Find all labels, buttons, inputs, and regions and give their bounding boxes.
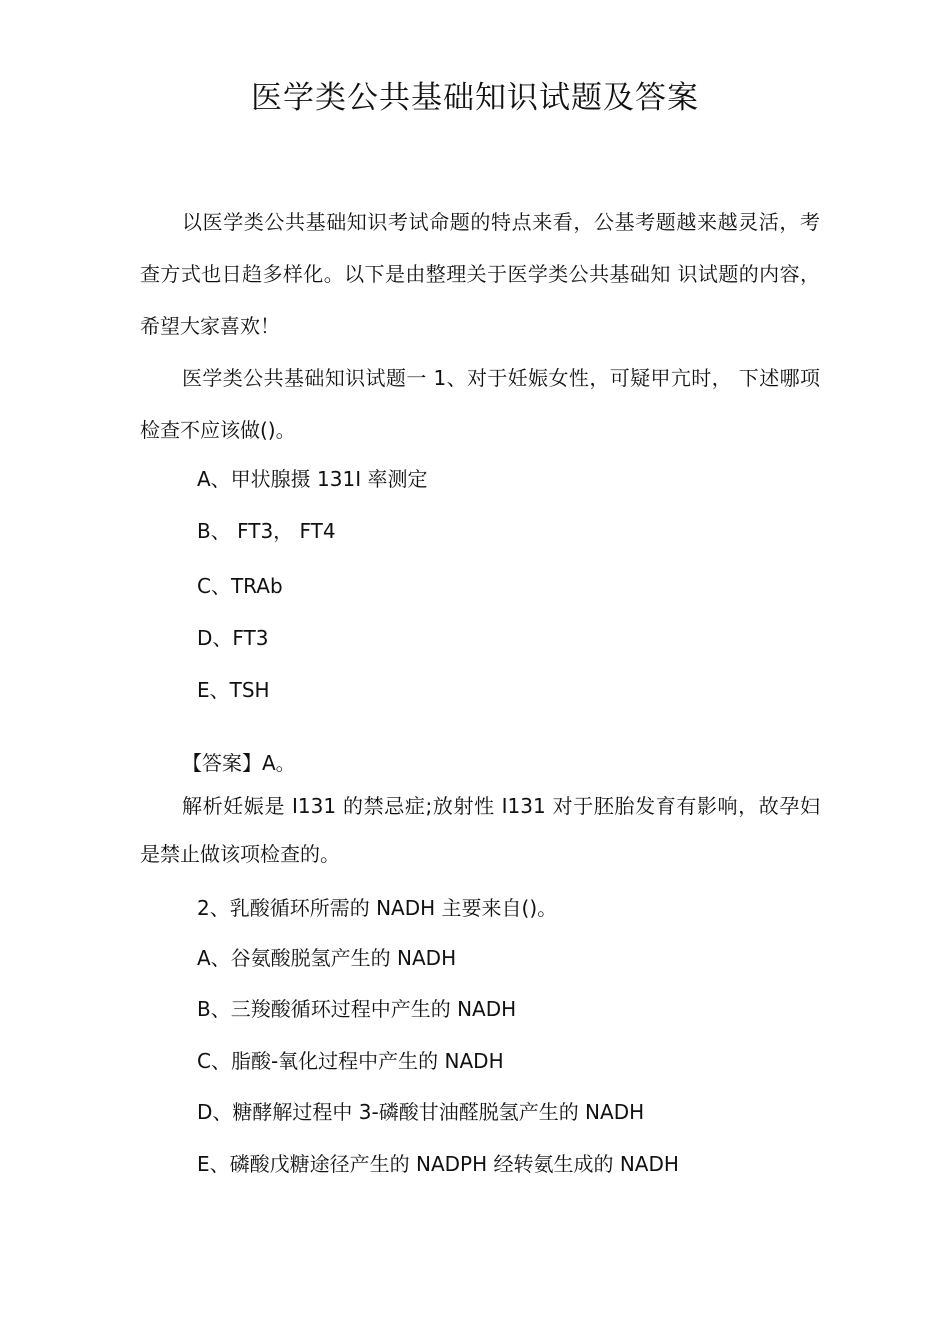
question-1-option-c: C、TRAb: [197, 574, 283, 598]
question-2-stem: 2、乳酸循环所需的 NADH 主要来自()。: [197, 896, 558, 920]
question-1-analysis: 解析妊娠是 I131 的禁忌症;放射性 I131 对于胚胎发育有影响，故孕妇是禁止做该项检查的。: [140, 794, 820, 866]
question-1-stem: 医学类公共基础知识试题一 1、对于妊娠女性，可疑甲亢时， 下述哪项检查不应该做()。: [140, 366, 820, 442]
question-2-option-d: D、糖酵解过程中 3-磷酸甘油醛脱氢产生的 NADH: [197, 1100, 645, 1124]
question-2-option-e: E、磷酸戊糖途径产生的 NADPH 经转氨生成的 NADH: [197, 1152, 679, 1176]
question-1-option-e: E、TSH: [197, 678, 270, 702]
question-2-option-b: B、三羧酸循环过程中产生的 NADH: [197, 997, 517, 1021]
question-2-option-c: C、脂酸-氧化过程中产生的 NADH: [197, 1049, 504, 1073]
intro-paragraph: 以医学类公共基础知识考试命题的特点来看，公基考题越来越灵活，考查方式也日趋多样化。以下是由整理关于医学类公共基础知 识试题的内容，希望大家喜欢！: [140, 210, 820, 338]
question-2-option-a: A、谷氨酸脱氢产生的 NADH: [197, 946, 457, 970]
question-1-option-b: B、 FT3， FT4: [197, 519, 336, 543]
question-1-answer: 【答案】A。: [182, 751, 296, 775]
question-1-option-d: D、FT3: [197, 626, 269, 650]
document-title: 医学类公共基础知识试题及答案: [251, 80, 699, 116]
question-1-option-a: A、甲状腺摄 131I 率测定: [197, 467, 428, 491]
